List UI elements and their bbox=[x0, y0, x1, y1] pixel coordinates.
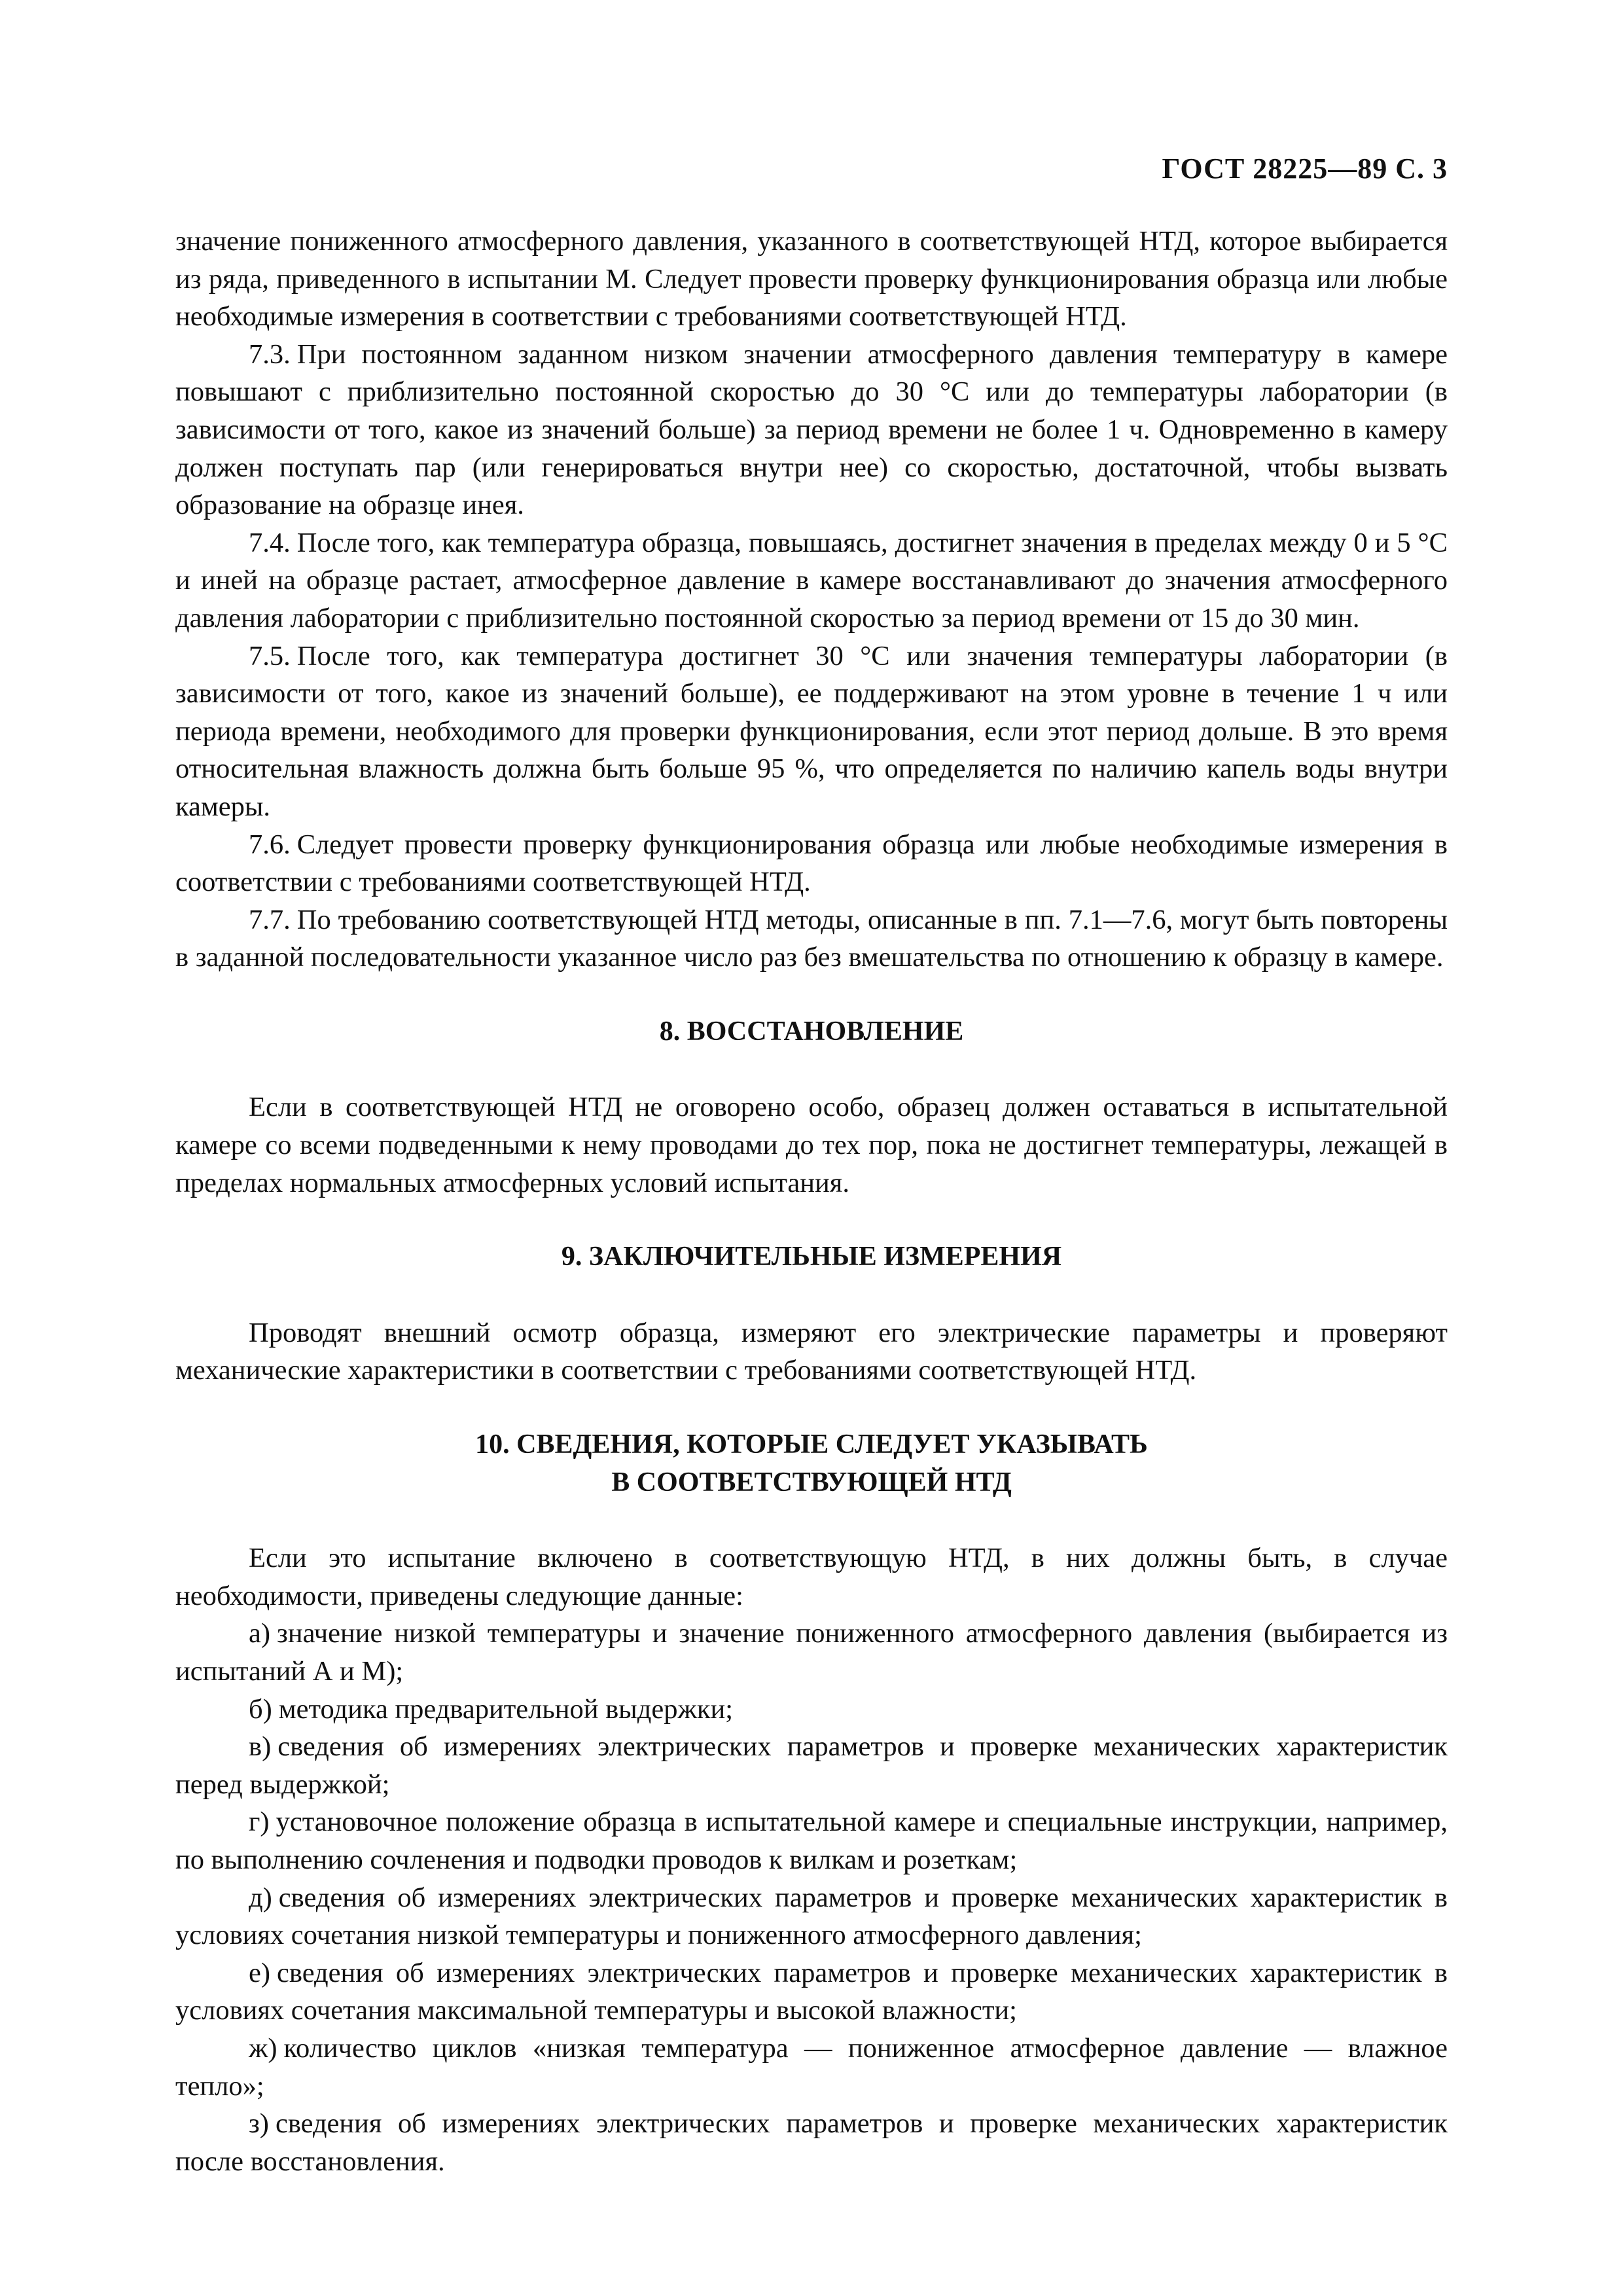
list-item-text: значение низкой температуры и значение пониженного атмосферного давления (выбирается из испытаний А и М); bbox=[175, 1618, 1448, 1687]
clause-number: 7.5. bbox=[249, 640, 291, 672]
page-header: ГОСТ 28225—89 С. 3 bbox=[1162, 152, 1448, 185]
paragraph-continuation: значение пониженного атмосферного давления, указанного в соответствующей НТД, которое выбирается из ряда, приведенного в испытании М. Следует провести проверку функционирования образца или любые необходимые измерения в соответствии с требованиями соответствующей НТД. bbox=[175, 226, 1448, 332]
list-marker: а) bbox=[249, 1618, 271, 1649]
list-item bbox=[175, 2105, 1448, 2180]
clause-number: 7.4. bbox=[249, 527, 291, 558]
list-item-text: количество циклов «низкая температура — пониженное атмосферное давление — влажное тепло»; bbox=[175, 2032, 1448, 2102]
list-item bbox=[175, 1879, 1448, 1954]
list-item bbox=[175, 2030, 1448, 2105]
spacer bbox=[175, 1202, 1448, 1238]
spacer bbox=[175, 1050, 1448, 1088]
clause-text: При постоянном заданном низком значении атмосферного давления температуру в камере повышают с приблизительно постоянной скоростью до 30 °С или до температуры лаборатории (в зависимости от того, какое из значений больше) за период времени не более 1 ч. Одновременно в камеру должен поступать пар (или генерироваться внутри нее) со скоростью, достаточной, чтобы вызвать образование на образце инея. bbox=[175, 338, 1448, 521]
list-marker: з) bbox=[249, 2108, 269, 2140]
clause-7-5 bbox=[175, 637, 1448, 826]
section-10-heading bbox=[175, 1426, 1448, 1501]
list-item-text: сведения об измерениях электрических параметров и проверке механических характеристик после восстановления. bbox=[175, 2108, 1448, 2177]
section-9-heading: 9. ЗАКЛЮЧИТЕЛЬНЫЕ ИЗМЕРЕНИЯ bbox=[561, 1242, 1062, 1272]
list-item bbox=[175, 1728, 1448, 1803]
list-marker: г) bbox=[249, 1806, 270, 1838]
clause-number: 7.6. bbox=[249, 829, 291, 860]
clause-7-6 bbox=[175, 826, 1448, 901]
spacer bbox=[175, 1390, 1448, 1426]
section-10-heading-line-2: В СООТВЕТСТВУЮЩЕЙ НТД bbox=[611, 1467, 1012, 1498]
section-10-intro: Если это испытание включено в соответствующую НТД, в них должны быть, в случае необходимости, приведены следующие данные: bbox=[175, 1543, 1448, 1611]
document-body bbox=[175, 223, 1448, 2180]
spacer bbox=[175, 1276, 1448, 1314]
clause-text: Следует провести проверку функционирования образца или любые необходимые измерения в соответствии с требованиями соответствующей НТД. bbox=[175, 829, 1448, 898]
clause-7-3 bbox=[175, 336, 1448, 524]
list-item bbox=[175, 1803, 1448, 1878]
list-marker: ж) bbox=[249, 2032, 277, 2064]
list-item-text: сведения об измерениях электрических параметров и проверке механических характеристик в условиях сочетания максимальной температуры и высокой влажности; bbox=[175, 1957, 1448, 2026]
clause-number: 7.3. bbox=[249, 338, 291, 370]
list-marker: б) bbox=[249, 1693, 272, 1725]
list-item-text: методика предварительной выдержки; bbox=[278, 1693, 734, 1725]
clause-number: 7.7. bbox=[249, 904, 291, 935]
clause-7-7 bbox=[175, 901, 1448, 977]
clause-text: После того, как температура достигнет 30 °С или значения температуры лаборатории (в зависимости от того, какое из значений больше), ее поддерживают на этом уровне в течение 1 ч или периода времени, необходимого для проверки функционирования, если этот период дольше. В это время относительная влажность должна быть больше 95 %, что определяется по наличию капель воды внутри камеры. bbox=[175, 640, 1448, 822]
list-marker: в) bbox=[249, 1731, 272, 1763]
list-item bbox=[175, 1954, 1448, 2030]
list-item-text: установочное положение образца в испытательной камере и специальные инструкции, например, по выполнению сочленения и подводки проводов к вилкам и розеткам; bbox=[175, 1806, 1448, 1875]
section-9-text: Проводят внешний осмотр образца, измеряют его электрические параметры и проверяют механические характеристики в соответствии с требованиями соответствующей НТД. bbox=[175, 1317, 1448, 1386]
section-8-text: Если в соответствующей НТД не оговорено особо, образец должен оставаться в испытательной камере со всеми подведенными к нему проводами до тех пор, пока не достигнет температуры, лежащей в пределах нормальных атмосферных условий испытания. bbox=[175, 1092, 1448, 1198]
list-item bbox=[175, 1691, 1448, 1729]
list-item bbox=[175, 1615, 1448, 1690]
list-item-text: сведения об измерениях электрических параметров и проверке механических характеристик в условиях сочетания низкой температуры и пониженного атмосферного давления; bbox=[175, 1882, 1448, 1951]
section-8-heading: 8. ВОССТАНОВЛЕНИЕ bbox=[659, 1016, 964, 1047]
list-marker: е) bbox=[249, 1957, 271, 1988]
clause-7-4 bbox=[175, 524, 1448, 637]
section-10-heading-line-1: 10. СВЕДЕНИЯ, КОТОРЫЕ СЛЕДУЕТ УКАЗЫВАТЬ bbox=[475, 1429, 1148, 1460]
spacer bbox=[175, 977, 1448, 1013]
list-marker: д) bbox=[249, 1882, 272, 1913]
clause-text: По требованию соответствующей НТД методы, описанные в пп. 7.1—7.6, могут быть повторены в заданной последовательности указанное число раз без вмешательства по отношению к образцу в камере. bbox=[175, 904, 1448, 973]
spacer bbox=[175, 1501, 1448, 1539]
list-item-text: сведения об измерениях электрических параметров и проверке механических характеристик перед выдержкой; bbox=[175, 1731, 1448, 1800]
clause-text: После того, как температура образца, повышаясь, достигнет значения в пределах между 0 и 5 °С и иней на образце растает, атмосферное давление в камере восстанавливают до значения атмосферного давления лаборатории с приблизительно постоянной скоростью за период времени от 15 до 30 мин. bbox=[175, 527, 1448, 634]
